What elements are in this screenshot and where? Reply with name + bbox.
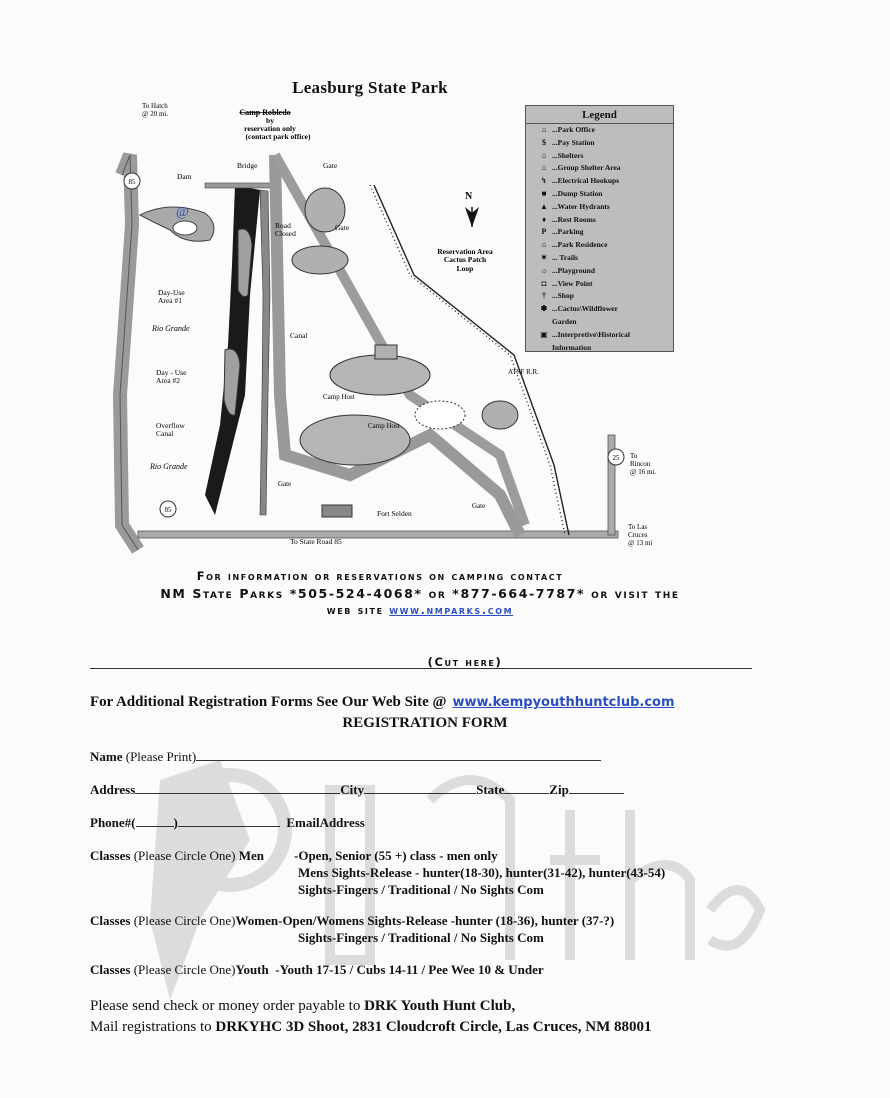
cut-here-label: (Cut here)	[427, 655, 503, 669]
address-field[interactable]	[135, 782, 340, 794]
to-las-cruces-label-2: Cruces	[628, 531, 648, 539]
legend-item	[526, 239, 673, 252]
classes-hint-youth: (Please Circle One)	[133, 962, 236, 977]
phone-label: Phone#(	[90, 815, 136, 830]
phone-row	[90, 815, 365, 831]
camp-robledo-by: by	[266, 116, 274, 125]
legend-item-label: ...Electrical Hookups	[552, 176, 620, 186]
women-classes-row	[90, 913, 614, 929]
info-web-site-prefix: web site	[326, 603, 384, 617]
mailing-address: DRKYHC 3D Shoot, 2831 Cloudcroft Circle, Las Cruces, NM 88001	[215, 1019, 652, 1035]
legend-item-label: Information	[552, 342, 592, 352]
city-label: City	[340, 782, 365, 797]
north-label: N	[465, 191, 473, 202]
zip-field[interactable]	[569, 782, 624, 794]
classes-label-youth: Classes	[90, 962, 131, 977]
legend-item-label: ...Pay Station	[552, 137, 595, 147]
day-use-2-label-2: Area #2	[156, 376, 180, 385]
day-use-1-label-2: Area #1	[158, 296, 182, 305]
shelter-icon: ⌂	[541, 150, 547, 160]
additional-forms-text: For Additional Registration Forms See Our Web Site @	[90, 694, 447, 710]
classes-hint-women: (Please Circle One)	[133, 913, 236, 928]
legend-item-label: ... Trails	[552, 252, 578, 262]
state-field[interactable]	[504, 782, 549, 794]
route-25-label: 25	[612, 454, 620, 462]
legend-item	[526, 201, 673, 214]
gate-bottom-label: Gate	[278, 480, 292, 488]
legend-item	[526, 303, 673, 316]
classes-hint-men: (Please Circle One)	[133, 848, 236, 863]
route-85-top-label: 85	[128, 178, 136, 186]
legend-item	[526, 265, 673, 278]
view-point-icon: ◘	[541, 278, 547, 288]
park-residence-icon: ⌂	[541, 240, 547, 250]
overflow-label: Overflow	[156, 421, 185, 430]
state-label: State	[476, 782, 505, 797]
name-row	[90, 749, 601, 765]
to-state-road-label: To State Road 85	[290, 537, 342, 546]
youth-classes-row	[90, 962, 544, 978]
zip-label: Zip	[549, 782, 569, 797]
legend-item	[526, 252, 673, 265]
legend-item	[526, 342, 673, 355]
info-line-1: For information or reservations on camping contact	[196, 569, 564, 583]
legend-item	[526, 150, 673, 163]
to-rincon-label-3: @ 16 mi.	[630, 468, 657, 476]
phone-area-code-field[interactable]	[136, 815, 174, 827]
legend-item	[526, 214, 673, 227]
to-las-cruces-label: To Las	[628, 523, 648, 531]
youth-group-label: Youth	[235, 962, 269, 977]
to-hatch-label: To Hatch	[142, 102, 168, 110]
women-line-2[interactable]: Sights-Fingers / Traditional / No Sights Com	[298, 930, 544, 945]
trails-icon: ✶	[540, 252, 548, 262]
registration-form-title: REGISTRATION FORM	[342, 715, 508, 731]
legend-item	[526, 137, 673, 150]
legend-item-label: ...View Point	[552, 278, 593, 288]
phone-number-field[interactable]	[178, 815, 280, 827]
closing-line-2-prefix: Mail registrations to	[90, 1019, 212, 1035]
to-rincon-label: To	[630, 452, 638, 460]
men-classes-row	[90, 848, 264, 864]
legend-item	[526, 329, 673, 342]
closing-line-1	[90, 996, 652, 1017]
day-use-2-label: Day - Use	[156, 368, 187, 377]
legend-item-label: Garden	[552, 316, 577, 326]
women-line-1[interactable]: Women-Open/Womens Sights-Release -hunter (18-36), hunter (37-?)	[235, 913, 615, 928]
cactus-patch-label: Cactus Patch	[443, 255, 487, 264]
legend-item	[526, 124, 673, 137]
camp-host-2-label: Camp Host	[368, 422, 400, 430]
playground-icon: ☼	[540, 265, 548, 275]
additional-forms-line	[90, 694, 675, 711]
legend-item-label: ...Cactus\Wildflower	[552, 304, 618, 314]
email-label: EmailAddress	[286, 815, 365, 830]
fort-selden-label: Fort Selden	[377, 509, 412, 518]
legend-items	[526, 124, 673, 354]
classes-label-women: Classes	[90, 913, 131, 928]
info-line-3	[0, 603, 845, 617]
men-line-2[interactable]: Mens Sights-Release - hunter(18-30), hunter(31-42), hunter(43-54)	[298, 865, 666, 880]
legend-item-label: ...Shop	[552, 291, 574, 301]
name-field[interactable]	[196, 749, 601, 761]
legend-title: Legend	[526, 109, 673, 124]
at-symbol-marker: @	[176, 205, 189, 220]
cactus-garden-icon: ✽	[540, 304, 548, 314]
legend-item	[526, 175, 673, 188]
legend-item	[526, 316, 673, 329]
gate-top-label: Gate	[323, 161, 338, 170]
address-label: Address	[90, 782, 136, 797]
men-group-label: Men	[238, 848, 265, 863]
map-legend	[525, 105, 674, 352]
overflow-label-2: Canal	[156, 429, 174, 438]
legend-item	[526, 162, 673, 175]
parking-icon: P	[541, 227, 547, 237]
legend-item-label: ...Water Hydrants	[552, 201, 610, 211]
canal-label: Canal	[290, 331, 308, 340]
road-closed-label: Road	[275, 221, 291, 230]
nmparks-link[interactable]: www.nmparks.com	[389, 603, 514, 617]
map-title: Leasburg State Park	[292, 78, 448, 97]
interpretive-icon: ▣	[540, 329, 548, 339]
legend-item	[526, 278, 673, 291]
legend-item-label: ...Rest Rooms	[552, 214, 596, 224]
gate-right-label: Gate	[472, 502, 486, 510]
legend-item-label: ...Playground	[552, 265, 595, 275]
park-office-icon: ⌂	[541, 125, 547, 134]
men-line-3[interactable]: Sights-Fingers / Traditional / No Sights Com	[298, 882, 544, 897]
name-label: Name	[90, 749, 123, 764]
youth-line[interactable]: -Youth 17-15 / Cubs 14-11 / Pee Wee 10 & Under	[275, 962, 544, 977]
gate-mid-label: Gate	[335, 223, 350, 232]
dump-station-icon: ■	[541, 188, 547, 198]
legend-item	[526, 188, 673, 201]
address-row	[90, 782, 624, 798]
legend-item-label: ...Interpretive\Historical	[552, 329, 630, 339]
legend-item-label: ...Dump Station	[552, 188, 603, 198]
group-shelter-icon: ⌂	[541, 163, 547, 173]
dam-label: Dam	[177, 172, 192, 181]
city-field[interactable]	[364, 782, 476, 794]
phone-close-paren: )	[173, 815, 178, 830]
legend-item	[526, 290, 673, 303]
route-85-bottom-label: 85	[164, 506, 172, 514]
rio-grande-2-label: Rio Grande	[150, 462, 188, 471]
legend-item-label: ...Shelters	[552, 150, 584, 160]
name-hint: (Please Print)	[125, 749, 197, 764]
road-closed-label-2: Closed	[275, 229, 296, 238]
camp-robledo-contact: (contact park office)	[245, 132, 311, 141]
atsf-label: ATSF R.R.	[508, 368, 539, 376]
electrical-hookup-icon: ↯	[540, 176, 548, 186]
shop-icon: †	[542, 291, 546, 301]
water-hydrant-icon: ▲	[540, 201, 548, 211]
bridge-label: Bridge	[237, 161, 258, 170]
loop-label: Loop	[456, 264, 474, 273]
reservation-area-label: Reservation Area	[437, 247, 493, 256]
legend-item-label: ...Park Residence	[552, 240, 608, 250]
cut-line	[90, 668, 752, 669]
kemp-website-link[interactable]: www.kempyouthhuntclub.com	[452, 695, 675, 710]
day-use-1-label: Day-Use	[158, 288, 185, 297]
legend-item-label: ...Parking	[552, 227, 584, 237]
closing-line-1-prefix: Please send check or money order payable to	[90, 998, 361, 1014]
rest-room-icon: ♦	[541, 214, 547, 224]
camp-robledo-res: reservation only	[244, 124, 296, 133]
classes-label-men: Classes	[90, 848, 131, 863]
closing-line-2	[90, 1017, 652, 1038]
legend-item	[526, 226, 673, 239]
legend-item-label: ...Park Office	[552, 125, 595, 134]
camp-robledo-label: Camp Robledo	[239, 108, 291, 117]
payable-to: DRK Youth Hunt Club,	[364, 998, 516, 1014]
pay-station-icon: $	[542, 137, 546, 147]
to-rincon-label-2: Rincon	[630, 460, 651, 468]
closing-instructions	[90, 996, 652, 1038]
legend-item-label: ...Group Shelter Area	[552, 163, 621, 173]
to-las-cruces-label-3: @ 13 mi	[628, 539, 653, 547]
to-hatch-dist-label: @ 20 mi.	[142, 110, 169, 118]
camp-host-1-label: Camp Host	[323, 393, 355, 401]
info-line-2: NM State Parks *505-524-4068* or *877-664-7787* or visit the	[160, 586, 680, 601]
men-line-1[interactable]: -Open, Senior (55 +) class - men only	[294, 848, 498, 863]
rio-grande-1-label: Rio Grande	[152, 324, 190, 333]
